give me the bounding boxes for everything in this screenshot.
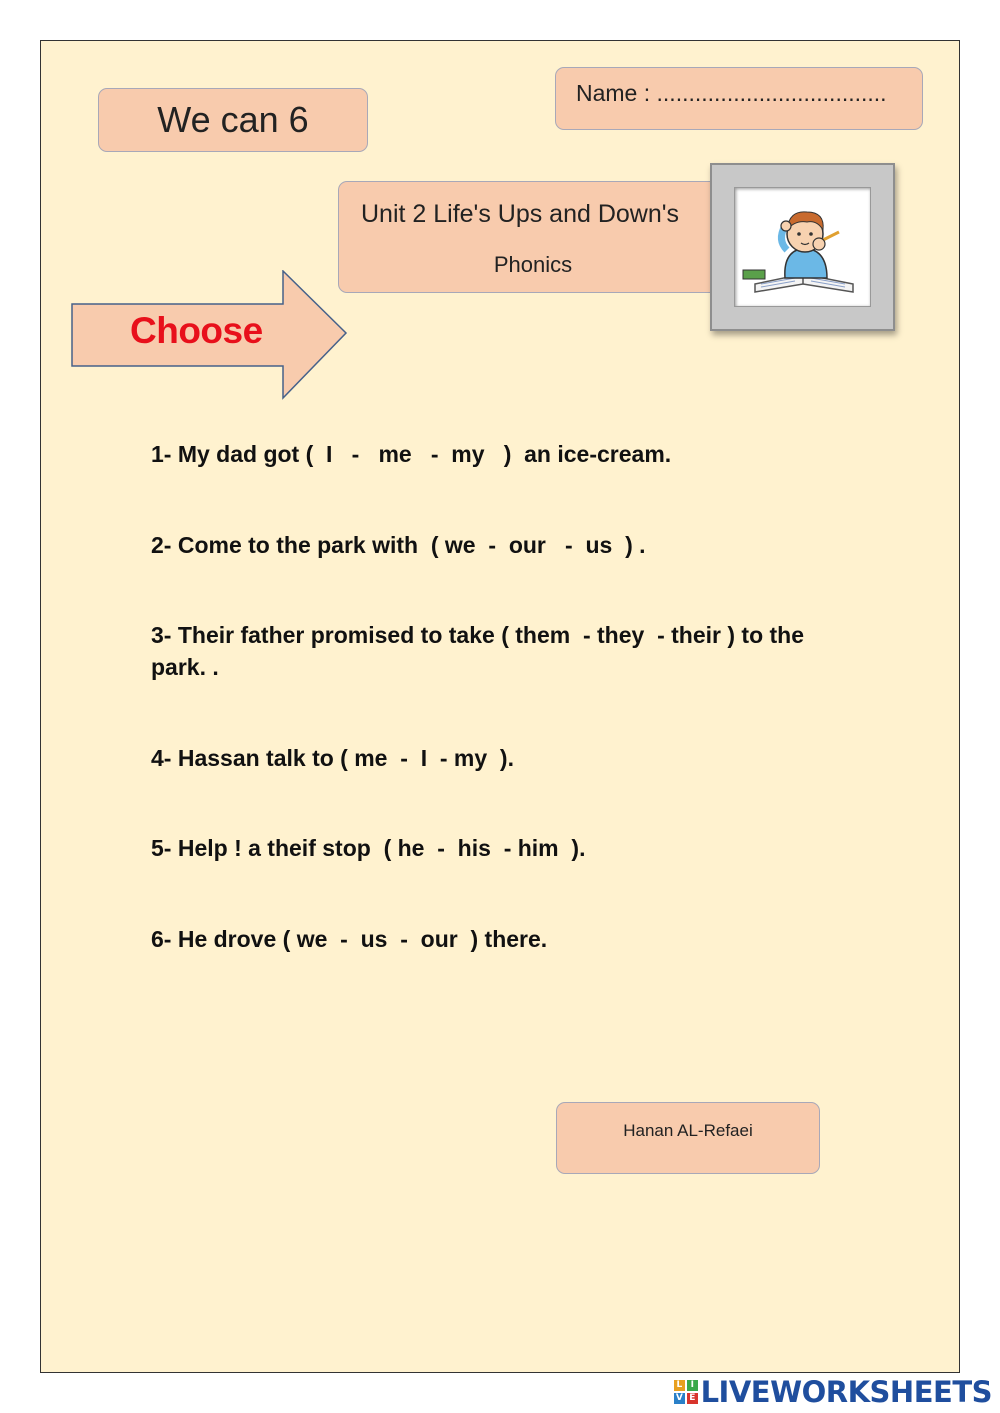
logo-letter-i: I [687, 1380, 698, 1391]
question-2[interactable]: 2- Come to the park with ( we - our - us ) . [151, 532, 646, 558]
logo-letter-e: E [687, 1393, 698, 1404]
liveworksheets-brand[interactable] [674, 1375, 992, 1409]
instruction-label: Choose [130, 310, 263, 351]
student-reading-illustration [735, 188, 874, 308]
liveworksheets-logo-icon [674, 1380, 698, 1404]
unit-subtitle: Phonics [493, 252, 573, 277]
question-6[interactable]: 6- He drove ( we - us - our ) there. [151, 926, 548, 952]
question-1[interactable]: 1- My dad got ( I - me - my ) an ice-cream. [151, 441, 672, 467]
worksheet-title [98, 88, 368, 152]
worksheet-title-text: We can 6 [157, 99, 309, 140]
name-field [555, 67, 923, 130]
question-3[interactable]: 3- Their father promised to take ( them - they - their ) to the park. . [151, 622, 811, 680]
author-name: Hanan AL-Refaei [623, 1121, 753, 1140]
author-credit [556, 1102, 820, 1174]
logo-letter-v: V [674, 1393, 685, 1404]
photo-frame [710, 163, 895, 331]
logo-letter-l: L [674, 1380, 685, 1391]
question-5[interactable]: 5- Help ! a theif stop ( he - his - him ). [151, 835, 586, 861]
question-4[interactable]: 4- Hassan talk to ( me - I - my ). [151, 745, 514, 771]
student-reading-icon [734, 187, 871, 307]
unit-header [338, 181, 738, 293]
unit-title: Unit 2 Life's Ups and Down's [361, 200, 680, 228]
name-field-text: Name : .................................... [576, 80, 887, 106]
brand-text: LIVEWORKSHEETS [700, 1375, 992, 1409]
